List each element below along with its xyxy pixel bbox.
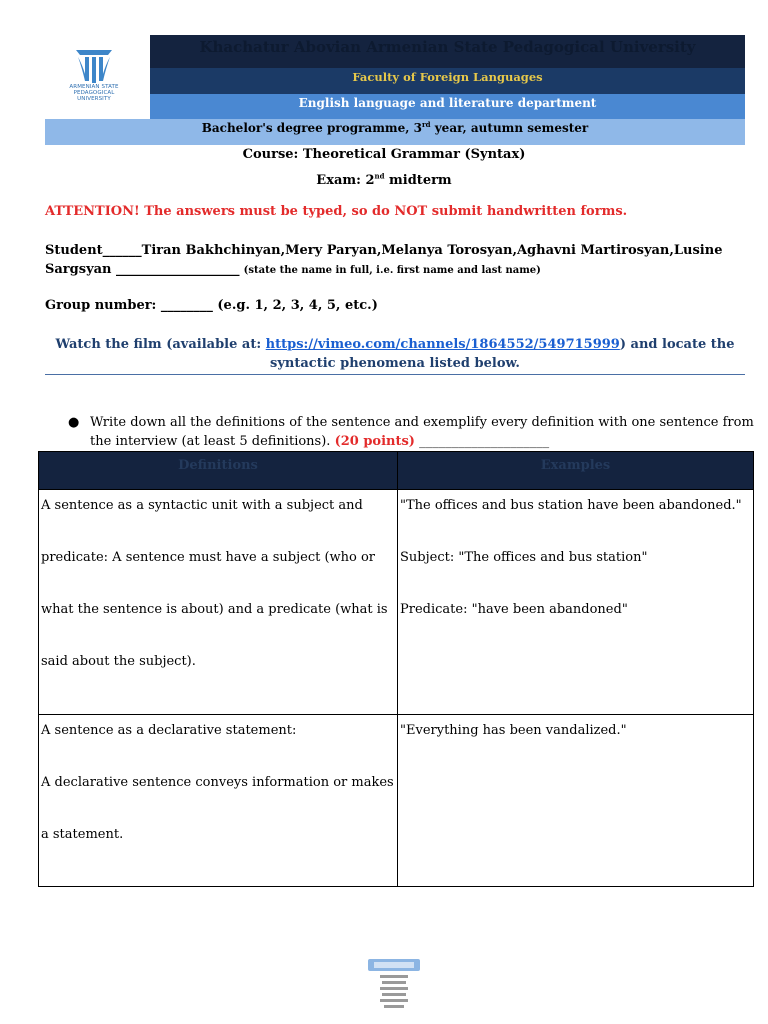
definition-cell[interactable]: A sentence as a declarative statement: A declarative sentence conveys information or makes a statement.	[39, 715, 398, 887]
example-cell[interactable]: "Everything has been vandalized."	[398, 715, 754, 887]
header-definitions: Definitions	[39, 452, 398, 490]
task-item: ● Write down all the definitions of the sentence and exemplify every definition with one sentence from the interview (at least 5 definitions). (20 points) ____________________	[68, 415, 754, 449]
logo-text-2: PEDAGOGICAL	[73, 90, 115, 96]
logo-emblem-icon	[72, 48, 116, 84]
logo-text-3: UNIVERSITY	[77, 96, 111, 102]
logo-text-1: ARMENIAN STATE	[69, 84, 119, 90]
footer-logo-icon	[366, 957, 422, 1013]
programme-title: Bachelor's degree programme, 3rd year, autumn semester	[45, 119, 745, 145]
student-label: Student______Tiran Bakhchinyan,Mery Paryan,Melanya Torosyan,Aghavni Martirosyan,Lusine Sargsyan ___________________	[45, 243, 723, 277]
student-field	[45, 241, 745, 280]
university-title: Khachatur Abovian Armenian State Pedagogical University	[150, 35, 745, 68]
table-row	[39, 490, 754, 715]
department-title: English language and literature department	[150, 94, 745, 119]
header-examples: Examples	[398, 452, 754, 490]
university-logo	[56, 48, 132, 112]
watch-instruction: Watch the film (available at: https://vimeo.com/channels/1864552/549715999) and locate the syntactic phenomena listed below.	[45, 335, 745, 375]
table-row	[39, 715, 754, 887]
attention-notice: ATTENTION! The answers must be typed, so do NOT submit handwritten forms.	[45, 204, 628, 219]
faculty-title: Faculty of Foreign Languages	[150, 68, 745, 94]
course-title: Course: Theoretical Grammar (Syntax)	[242, 147, 526, 162]
bullet-dot-icon: ●	[68, 415, 80, 430]
task-points: (20 points)	[334, 434, 415, 449]
film-link[interactable]: https://vimeo.com/channels/1864552/549715999	[265, 337, 620, 352]
student-hint: (state the name in full, i.e. first name and last name)	[243, 265, 541, 276]
group-number-field: Group number: ________ (e.g. 1, 2, 3, 4, 5, etc.)	[45, 298, 378, 313]
definition-cell[interactable]: A sentence as a syntactic unit with a subject and predicate: A sentence must have a subject (who or what the sentence is about) and a predicate (what is said about the subject).	[39, 490, 398, 715]
definitions-table	[38, 451, 754, 887]
exam-title: Exam: 2nd midterm	[316, 171, 452, 188]
example-cell[interactable]: "The offices and bus station have been abandoned." Subject: "The offices and bus station" Predicate: "have been abandoned"	[398, 490, 754, 715]
